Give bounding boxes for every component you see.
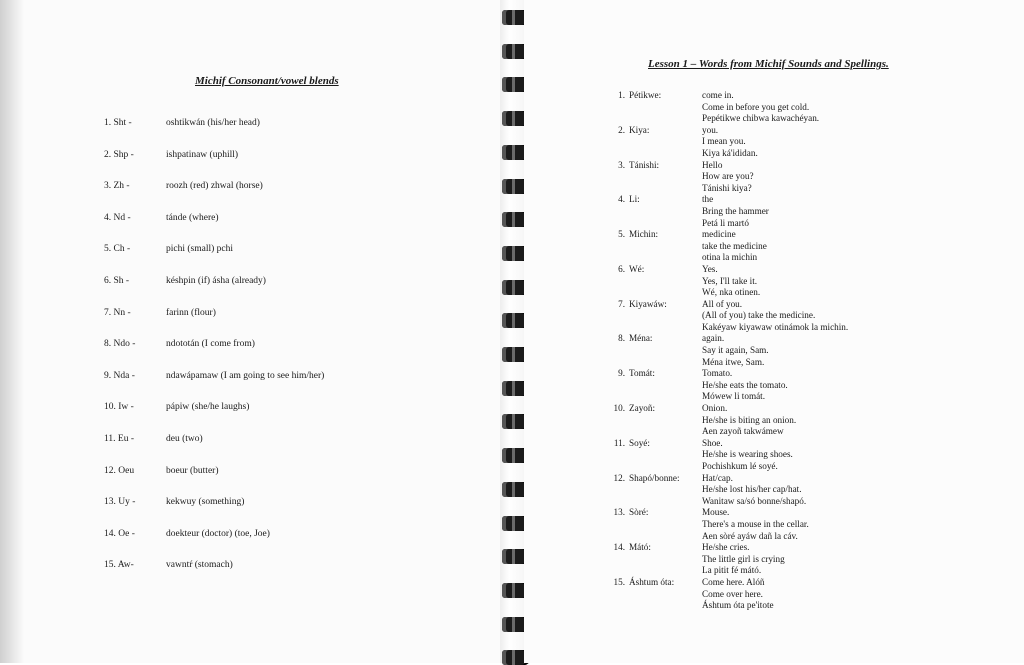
entry-number: 7. (618, 298, 625, 309)
definition-line: Yes, I'll take it. (702, 275, 758, 286)
definition-line: Petá li martó (702, 217, 749, 228)
entry-definitions (702, 90, 1021, 125)
definition-line: (All of you) take the medicine. (702, 310, 816, 321)
page-shadow (0, 0, 24, 663)
blend-example: deu (two) (166, 434, 203, 444)
blend-label: 4. Nd - (104, 212, 131, 223)
page-title: Michif Consonant/vowel blends (195, 75, 339, 87)
definition-line: Mouse. (702, 507, 730, 518)
blend-example: ndawápamaw (I am going to see him/her) (166, 370, 325, 381)
entry-definitions (702, 194, 1021, 229)
blend-example: farinn (flour) (166, 307, 216, 318)
entry-word: Ména: (629, 333, 653, 344)
entry-word: Li: (629, 194, 640, 205)
blend-label: 3. Zh - (104, 181, 130, 192)
entry-number: 13. (613, 507, 625, 518)
definition-line: Aen sòré ayáw dañ la cáv. (702, 530, 798, 541)
entry-word: Pétikwe: (629, 90, 662, 100)
definition-line: the (702, 194, 714, 205)
definition-line: Kakéyaw kiyawaw otinámok la michin. (702, 321, 849, 332)
entry-definitions (702, 438, 1021, 473)
blend-label: 5. Ch - (104, 244, 131, 255)
blend-label: 12. Oeu (104, 465, 135, 476)
entry-definitions (702, 125, 1021, 160)
blend-label: 2. Shp - (104, 149, 134, 160)
entry-number: 2. (618, 124, 625, 135)
blend-label: 6. Sh - (104, 276, 130, 286)
entry-definitions (702, 160, 1021, 195)
definition-line: Pepétikwe chibwa kawachéyan. (702, 113, 820, 124)
blend-label: 9. Nda - (104, 370, 135, 381)
entry-definitions (702, 229, 1021, 264)
definition-line: Wé, nka otinen. (702, 287, 761, 298)
vocab-entry (611, 229, 1021, 264)
entry-word: Zayoñ: (629, 403, 656, 414)
definition-line: He/she eats the tomato. (702, 379, 788, 390)
blend-example: kekwuy (something) (166, 497, 245, 508)
blend-example: boeur (butter) (166, 465, 219, 476)
definition-line: Come here. Alóñ (702, 576, 765, 587)
vocab-entry (611, 507, 1021, 542)
lesson-title: Lesson 1 – Words from Michif Sounds and Spellings. (648, 58, 889, 70)
entry-number: 12. (613, 472, 625, 483)
vocab-entry (611, 542, 1021, 577)
entry-definitions (702, 507, 1021, 542)
entry-number: 5. (618, 229, 625, 240)
entry-word: Mátó: (629, 542, 651, 553)
blend-label: 11. Eu - (104, 434, 134, 444)
blend-label: 14. Oe - (104, 528, 135, 539)
definition-line: Wanitaw sa/só bonne/shapó. (702, 495, 807, 506)
definition-line: La pitit fé mátó. (702, 565, 762, 576)
blend-label: 10. Iw - (104, 402, 134, 413)
entry-word: Tánishi: (629, 159, 660, 170)
entry-number: 3. (618, 159, 625, 170)
entry-word: Michin: (629, 229, 659, 240)
blend-example: tánde (where) (166, 212, 219, 223)
vocab-entry (611, 299, 1021, 334)
right-page (524, 0, 1024, 663)
definition-line: come in. (702, 90, 734, 100)
vocab-entry (611, 473, 1021, 508)
blend-example: pichi (small) pchi (166, 244, 234, 255)
entry-word: Wé: (629, 263, 645, 274)
entry-number: 8. (618, 333, 625, 344)
entry-number: 9. (618, 368, 625, 379)
definition-line: Hello (702, 159, 723, 170)
definition-line: He/she lost his/her cap/hat. (702, 484, 802, 495)
vocab-entry (611, 438, 1021, 473)
blend-label: 8. Ndo - (104, 339, 136, 350)
definition-line: Bring the hammer (702, 205, 769, 216)
definition-line: Come in before you get cold. (702, 101, 810, 112)
left-page (0, 0, 500, 663)
vocab-entry (611, 333, 1021, 368)
entry-definitions (702, 473, 1021, 508)
entry-definitions (702, 542, 1021, 577)
vocab-entry (611, 160, 1021, 195)
entry-number: 1. (618, 90, 625, 100)
blend-example: ishpatinaw (uphill) (166, 149, 239, 160)
entry-word: Tomát: (629, 368, 655, 379)
blend-example: doekteur (doctor) (toe, Joe) (166, 528, 270, 539)
definition-line: Come over here. (702, 588, 763, 599)
definition-line: All of you. (702, 298, 743, 309)
vocab-entry (611, 264, 1021, 299)
definition-line: I mean you. (702, 136, 746, 147)
definition-line: Shoe. (702, 437, 723, 448)
definition-line: How are you? (702, 171, 754, 182)
vocab-entry (611, 90, 1021, 125)
definition-line: Tomato. (702, 368, 733, 379)
entry-definitions (702, 368, 1021, 403)
vocabulary-list (611, 90, 1021, 612)
blend-label: 7. Nn - (104, 307, 131, 318)
entry-number: 10. (613, 403, 625, 414)
definition-line: you. (702, 124, 719, 135)
entry-number: 6. (618, 263, 625, 274)
definition-line: Ména itwe, Sam. (702, 356, 765, 367)
binding-gutter (500, 0, 524, 663)
definition-line: There's a mouse in the cellar. (702, 518, 809, 529)
blend-example: pápiw (she/he laughs) (166, 402, 250, 413)
entry-word: Sòré: (629, 507, 649, 518)
vocab-entry (611, 194, 1021, 229)
blend-label: 15. Aw- (104, 560, 134, 571)
definition-line: Aen zayoñ takwámew (702, 426, 784, 437)
entry-definitions (702, 403, 1021, 438)
definition-line: He/she cries. (702, 542, 750, 553)
entry-number: 11. (613, 437, 625, 448)
blend-label: 13. Uy - (104, 497, 136, 508)
definition-line: Mówew li tomát. (702, 391, 766, 402)
definition-line: Pochishkum lé soyé. (702, 461, 778, 471)
vocab-entry (611, 368, 1021, 403)
definition-line: take the medicine (702, 240, 767, 251)
entry-word: Kiyawáw: (629, 298, 667, 309)
blend-example: vawntŕ (stomach) (166, 560, 233, 571)
definition-line: Say it again, Sam. (702, 345, 769, 356)
entry-number: 14. (613, 542, 625, 553)
blend-example: ndototán (I come from) (166, 339, 255, 350)
definition-line: The little girl is crying (702, 553, 785, 564)
definition-line: otina la michin (702, 252, 758, 263)
entry-number: 4. (618, 194, 625, 205)
entry-definitions (702, 333, 1021, 368)
vocab-entry (611, 577, 1021, 612)
definition-line: Kiya ká'ididan. (702, 147, 758, 158)
entry-word: Soyé: (629, 437, 650, 448)
blend-label: 1. Sht - (104, 118, 132, 128)
definition-line: Yes. (702, 263, 718, 274)
definition-line: Tánishi kiya? (702, 182, 752, 193)
vocab-entry (611, 125, 1021, 160)
blend-example: késhpin (if) ásha (already) (166, 276, 266, 286)
entry-word: Áshtum óta: (629, 576, 675, 587)
definition-line: Áshtum óta pe'itote (702, 600, 774, 611)
vocab-entry (611, 403, 1021, 438)
entry-definitions (702, 299, 1021, 334)
entry-word: Shapó/bonne: (629, 472, 680, 483)
entry-definitions (702, 577, 1021, 612)
entry-number: 15. (613, 576, 625, 587)
definition-line: Hat/cap. (702, 472, 733, 483)
entry-definitions (702, 264, 1021, 299)
definition-line: again. (702, 333, 725, 344)
definition-line: He/she is biting an onion. (702, 414, 797, 425)
blend-example: roozh (red) zhwal (horse) (166, 181, 263, 192)
definition-line: Onion. (702, 403, 728, 414)
definition-line: He/she is wearing shoes. (702, 449, 793, 460)
entry-word: Kiya: (629, 124, 650, 135)
definition-line: medicine (702, 229, 736, 240)
blend-example: oshtikwán (his/her head) (166, 118, 260, 128)
